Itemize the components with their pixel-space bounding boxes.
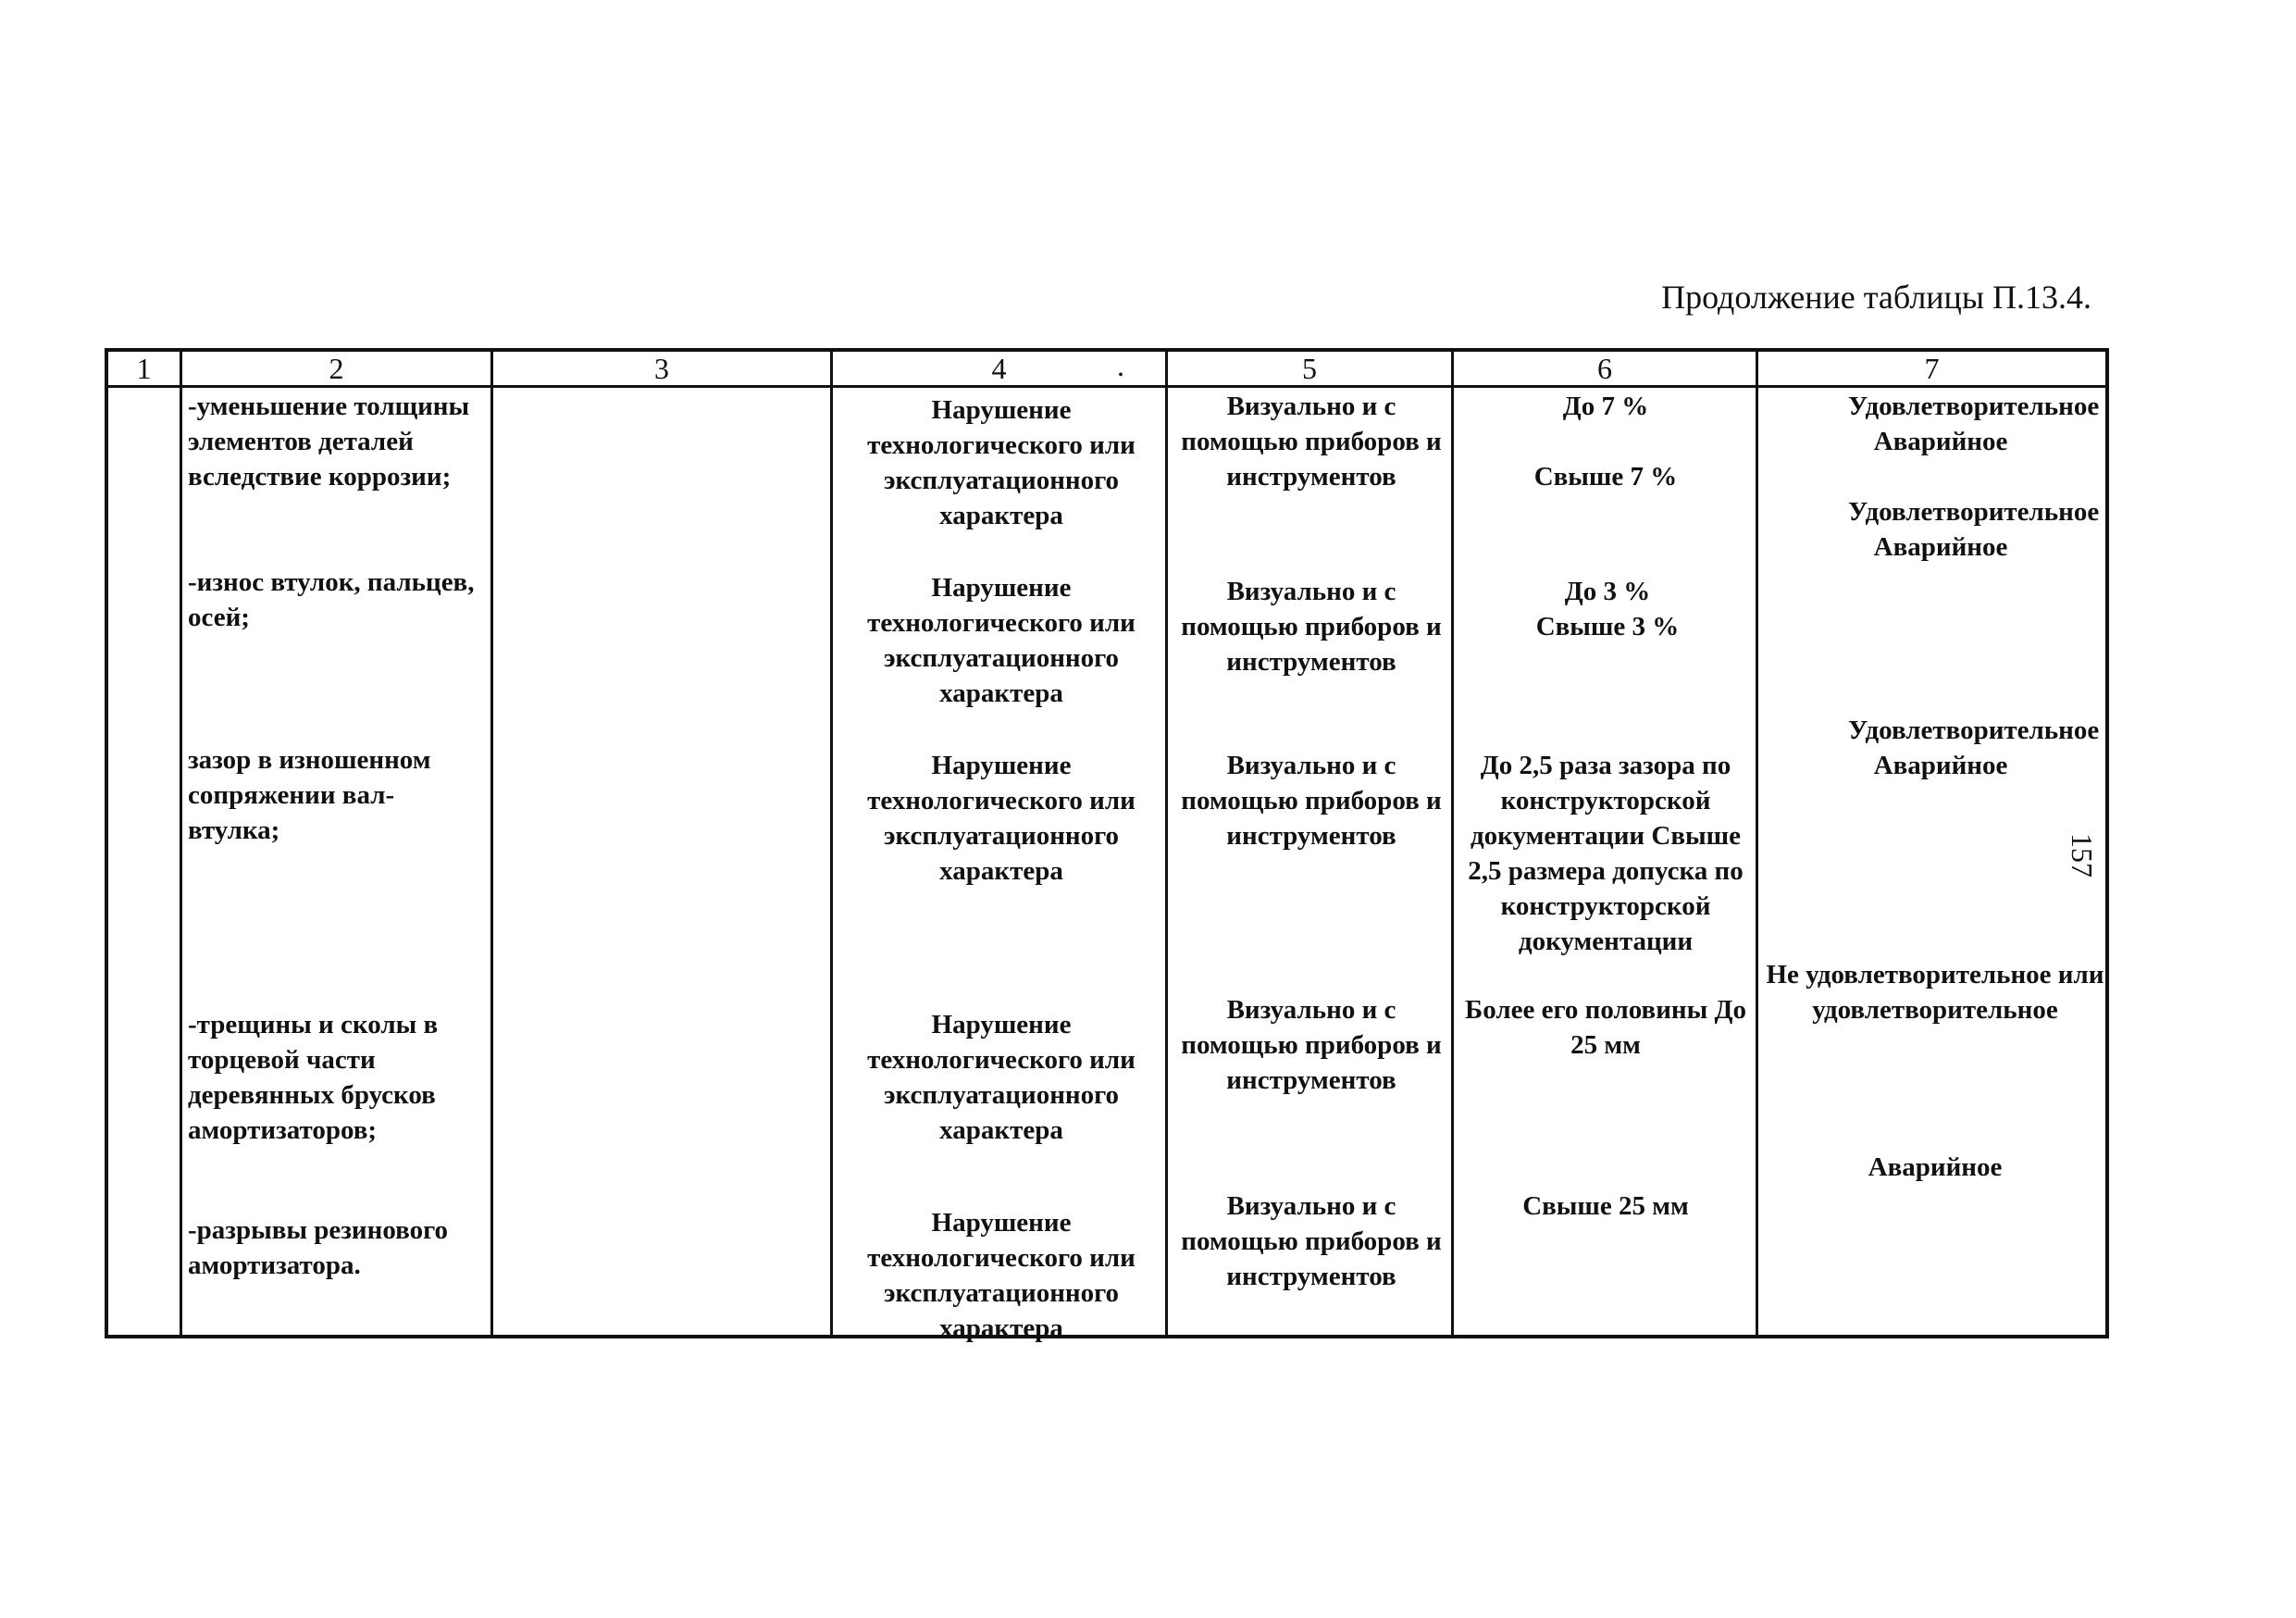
header-col-5: 5 [1302, 352, 1317, 385]
header-col-3: 3 [654, 352, 669, 385]
header-divider [108, 385, 2105, 388]
state-text: Аварийное [1868, 1152, 2003, 1182]
defect-text: зазор в изношенном сопряжении вал-втулка; [188, 745, 431, 845]
method-text: Визуально и с помощью приборов и инструментов [1181, 995, 1442, 1095]
page-number: 157 [2066, 833, 2099, 877]
defect-text: -уменьшение толщины элементов деталей вследствие коррозии; [188, 392, 470, 492]
column-divider [1165, 352, 1168, 1335]
table-caption: Продолжение таблицы П.13.4. [1661, 279, 2091, 316]
header-col-4: 4 [991, 352, 1007, 385]
header-stray-dot: . [1117, 349, 1124, 382]
limit-text: До 3 % Свыше 3 % [1535, 577, 1680, 641]
state-text: Не удовлетворительное или удовлетворительное [1766, 960, 2104, 1025]
method-text: Визуально и с помощью приборов и инструментов [1181, 751, 1442, 851]
method-text: Визуально и с помощью приборов и инструментов [1181, 577, 1442, 677]
defect-text: -износ втулок, пальцев, осей; [188, 567, 475, 632]
cause-text: Нарушение технологического или эксплуатационного характера [867, 395, 1136, 530]
header-col-2: 2 [329, 352, 344, 385]
cause-text: Нарушение технологического или эксплуатационного характера [867, 573, 1136, 708]
column-divider [1451, 352, 1454, 1335]
limit-text: До 7 % [1562, 392, 1649, 421]
column-divider [830, 352, 833, 1335]
limit-text: Свыше 7 % [1533, 462, 1678, 492]
continuation-table [105, 348, 2109, 1343]
limit-text: Свыше 25 мм [1522, 1191, 1689, 1221]
method-text: Визуально и с помощью приборов и инструментов [1181, 1191, 1442, 1291]
column-divider [490, 352, 493, 1335]
cause-text: Нарушение технологического или эксплуатационного характера [867, 751, 1136, 886]
cause-text: Нарушение технологического или эксплуатационного характера [867, 1208, 1136, 1343]
limit-text: Более его половины До 25 мм [1465, 995, 1746, 1060]
column-divider [1756, 352, 1758, 1335]
header-col-6: 6 [1597, 352, 1612, 385]
defect-text: -трещины и сколы в торцевой части деревянных брусков амортизаторов; [188, 1010, 439, 1145]
state-text: Удовлетворительное Аварийное [1848, 497, 2100, 562]
method-text: Визуально и с помощью приборов и инструментов [1181, 392, 1442, 492]
state-text: Удовлетворительное Аварийное [1848, 392, 2100, 456]
state-text: Удовлетворительное Аварийное [1848, 716, 2100, 780]
header-col-1: 1 [136, 352, 152, 385]
header-col-7: 7 [1924, 352, 1940, 385]
cause-text: Нарушение технологического или эксплуатационного характера [867, 1010, 1136, 1145]
defect-text: -разрывы резинового амортизатора. [188, 1215, 449, 1280]
column-divider [180, 352, 182, 1335]
limit-text: До 2,5 раза зазора по конструкторской документации Свыше 2,5 размера допуска по конструкторской документации [1468, 751, 1744, 956]
